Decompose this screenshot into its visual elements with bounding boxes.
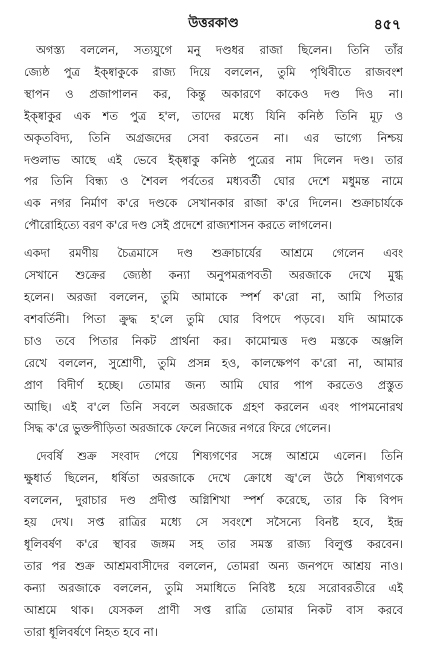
text-line: তারা ধূলিবর্ষণে নিহত হবে না। (24, 624, 158, 639)
text-line: কন্যা অরজাকে বললেন, তুমি সমাধিতে নিবিষ্ট হয়ে সরোবরতীরে এই (24, 580, 403, 595)
text-line: সিদ্ধ ক'রে ভুক্তপীড়িতা অরজাকে ফেলে নিজের নগরে ফিরে গেলেন। (24, 421, 331, 436)
running-title: উত্তরকাণ্ড (188, 16, 239, 31)
page-number: ৪৫৭ (373, 17, 401, 33)
text-line: পৌরোহিত্যে বরণ ক'রে দণ্ড সেই প্রদেশে রাজ্যশাসন করতে লাগলেন। (24, 218, 332, 233)
text-line: অগস্ত্য বললেন, সত্যযুগে মনু দণ্ডধর রাজা ছিলেন। তিনি তাঁর (36, 43, 403, 57)
text-line: দণ্ডলাভ আছে এই ভেবে ইক্ষ্বাকু কনিষ্ঠ পুত্রের নাম দিলেন দণ্ড। তার (24, 152, 403, 167)
paragraph-2 (24, 243, 403, 440)
text-line: হয় দেখ। সপ্ত রাত্রির মধ্যে সে সবংশে সসৈন্যে বিনষ্ট হবে, ইন্দ্র (24, 515, 403, 530)
running-header (24, 10, 403, 36)
text-line: জ্যেষ্ঠ পুত্র ইক্ষ্বাকুকে রাজ্য দিয়ে বললেন, তুমি পৃথিবীতে রাজবংশ (24, 64, 403, 79)
body-text (24, 40, 403, 643)
text-line: আশ্রমে থাক। যেসকল প্রাণী সপ্ত রাত্রি তোমার নিকট বাস করবে (24, 602, 403, 617)
text-line: এক নগর নির্মাণ ক'রে দণ্ডকে সেখানকার রাজা ক'রে দিলেন। শুক্রাচার্যকে (24, 196, 403, 211)
text-line: রেখে বললেন, সুশ্রোণী, তুমি প্রসন্ন হও, কালক্ষেপণ ক'রো না, আমার (24, 355, 403, 370)
text-line: বশবর্তিনী। পিতা ক্রুদ্ধ হ'লে তুমি ঘোর বিপদে পড়বে। যদি আমাকে (24, 311, 403, 326)
text-line: ইক্ষ্বাকুর এক শত পুত্র হ'ল, তাদের মধ্যে যিনি কনিষ্ঠ তিনি মূঢ় ও (24, 108, 403, 123)
paragraph-3 (24, 446, 403, 643)
text-line: দেবর্ষি শুক্র সংবাদ পেয়ে শিষ্যগণের সঙ্গে আশ্রমে এলেন। তিনি (36, 449, 403, 464)
paragraph-1 (24, 40, 403, 237)
text-line: স্থাপন ও প্রজাপালন কর, কিন্তু অকারণে কাকেও দণ্ড দিও না। (24, 86, 403, 101)
text-line: প্রাণ বিদীর্ণ হচ্ছে। তোমার জন্য আমি ঘোর পাপ করতেও প্রস্তুত (24, 377, 403, 392)
text-line: পর তিনি বিন্ধ্য ও শৈবল পর্বতের মধ্যবর্তী ঘোর দেশে মধুমন্ত নামে (24, 174, 403, 189)
text-line: ধূলিবর্ষণ ক'রে স্থাবর জঙ্গম সহ তার সমস্ত রাজ্য বিলুপ্ত করবেন। (24, 536, 403, 551)
text-line: একদা রমণীয় চৈত্রমাসে দণ্ড শুক্রাচার্যের আশ্রমে গেলেন এবং (24, 246, 403, 261)
text-line: অকৃতবিদ্য, তিনি অগ্রজদের সেবা করতেন না। এর ভাগ্যে নিশ্চয় (24, 130, 403, 145)
text-line: হলেন। অরজা বললেন, তুমি আমাকে স্পর্শ ক'রো না, আমি পিতার (24, 289, 403, 304)
text-line: আছি। এই ব'লে তিনি সবলে অরজাকে গ্রহণ করলেন এবং পাপমনোরথ (24, 399, 403, 414)
text-line: ক্ষুধার্ত ছিলেন, ধর্ষিতা অরজাকে দেখে ক্রোধে জ্ব'লে উঠে শিষ্যগণকে (24, 471, 403, 486)
text-line: সেখানে শুক্রের জ্যেষ্ঠা কন্যা অনুপমরূপবতী অরজাকে দেখে মুগ্ধ (24, 268, 403, 283)
text-line: তার পর শুক্র আশ্রমবাসীদের বললেন, তোমরা অন্য জনপদে আশ্রয় নাও। (24, 558, 403, 573)
text-line: চাও তবে পিতার নিকট প্রার্থনা কর। কামোন্মত্ত দণ্ড মস্তকে অঞ্জলি (24, 333, 403, 348)
text-line: বললেন, দুরাচার দণ্ড প্রদীপ্ত অগ্নিশিখা স্পর্শ করেছে, তার কি বিপদ (24, 493, 403, 508)
